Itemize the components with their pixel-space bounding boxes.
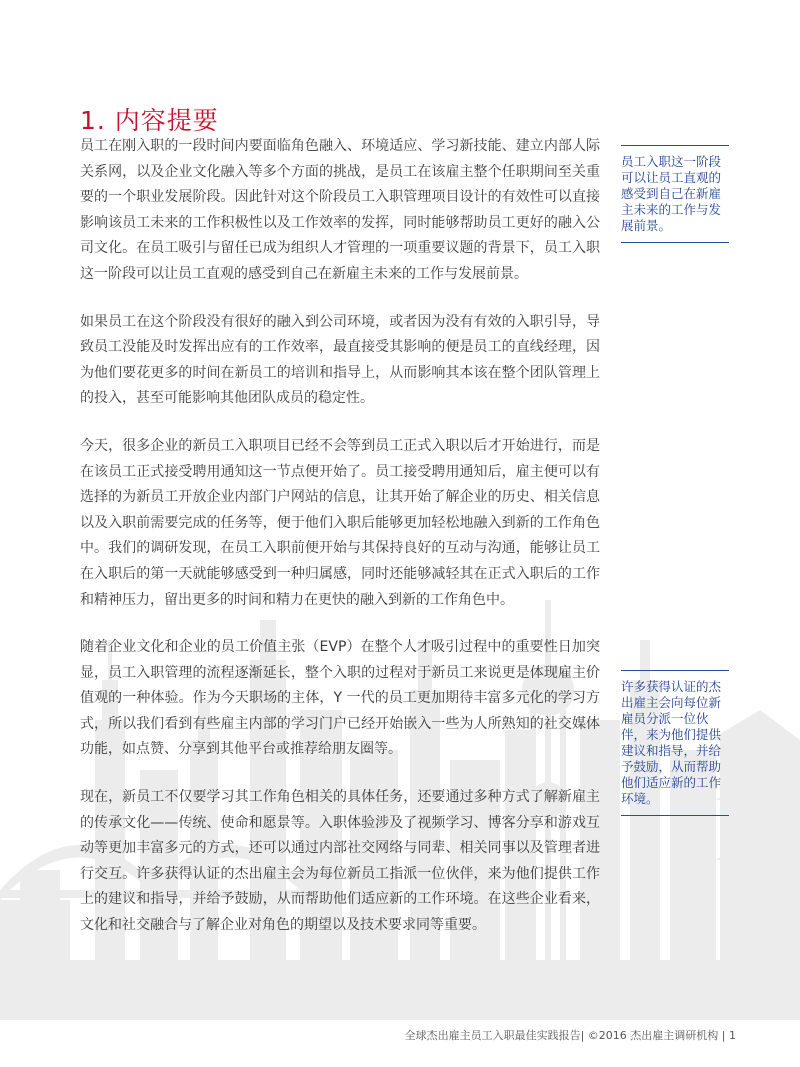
paragraph-3: 今天，很多企业的新员工入职项目已经不会等到员工正式入职以后才开始进行，而是在该员工正式接受聘用通知这一节点便开始了。员工接受聘用通知后，雇主便可以有选择的为新员工开放企业内部门户网站的信息，让其开始了解企业的历史、相关信息以及入职前需要完成的任务等，便于他们入职后能够更加轻松地融入到新的工作角色中。我们的调研发现，在员工入职前便开始与其保持良好的互动与沟通，能够让员工在入职后的第一天就能够感受到一种归属感，同时还能够减轻其在正式入职后的工作和精神压力，留出更多的时间和精力在更快的融入到新的工作角色中。 xyxy=(80,437,600,608)
page-footer: 全球杰出雇主员工入职最佳实践报告| ©2016 杰出雇主调研机构 | 1 xyxy=(404,1029,736,1042)
paragraph-2: 如果员工在这个阶段没有很好的融入到公司环境，或者因为没有有效的入职引导，导致员工没能及时发挥出应有的工作效率，最直接受其影响的便是员工的直线经理，因为他们要花更多的时间在新员工的培训和指导上，从而影响其本该在整个团队管理上的投入，甚至可能影响其他团队成员的稳定性。 xyxy=(80,313,600,407)
sidebar-note-1: 员工入职这一阶段可以让员工直观的感受到自己在新雇主未来的工作与发展前景。 xyxy=(621,145,729,243)
main-text xyxy=(80,134,600,961)
section-title: 1. 内容提要 xyxy=(80,105,219,135)
paragraph-1: 员工在刚入职的一段时间内要面临角色融入、环境适应、学习新技能、建立内部人际关系网，以及企业文化融入等多个方面的挑战，是员工在该雇主整个任职期间至关重要的一个职业发展阶段。因此针对这个阶段员工入职管理项目设计的有效性可以直接影响该员工未来的工作积极性以及工作效率的发挥，同时能够帮助员工更好的融入公司文化。在员工吸引与留任已成为组织人才管理的一项重要议题的背景下，员工入职这一阶段可以让员工直观的感受到自己在新雇主未来的工作与发展前景。 xyxy=(80,138,600,282)
paragraph-4: 随着企业文化和企业的员工价值主张（EVP）在整个人才吸引过程中的重要性日加突显，员工入职管理的流程逐渐延长，整个入职的过程对于新员工来说更是体现雇主价值观的一种体验。作为今天职场的主体，Y 一代的员工更加期待丰富多元化的学习方式，所以我们看到有些雇主内部的学习门户已经开始嵌入一些为人所熟知的社交媒体功能，如点赞、分享到其他平台或推荐给朋友圈等。 xyxy=(80,639,600,758)
paragraph-5: 现在，新员工不仅要学习其工作角色相关的具体任务，还要通过多种方式了解新雇主的传承文化——传统、使命和愿景等。入职体验涉及了视频学习、博客分享和游戏互动等更加丰富多元的方式，还可以通过内部社交网络与同辈、相关同事以及管理者进行交互。许多获得认证的杰出雇主会为每位新员工指派一位伙伴，来为他们提供工作上的建议和指导，并给予鼓励，从而帮助他们适应新的工作环境。在这些企业看来，文化和社交融合与了解企业对角色的期望以及技术要求同等重要。 xyxy=(80,789,600,934)
sidebar-note-2: 许多获得认证的杰出雇主会向每位新雇员分派一位伙伴，来为他们提供建议和指导，并给予鼓励，从而帮助他们适应新的工作环境。 xyxy=(621,670,729,816)
